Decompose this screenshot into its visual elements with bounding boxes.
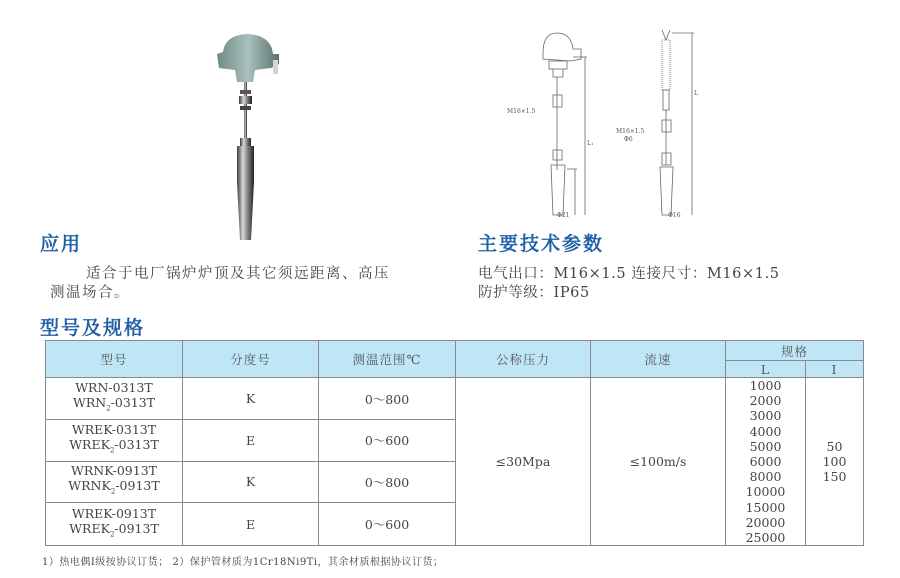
model-cell: WREK-0313T $WREK_2-0313T$ [46,420,183,461]
application-text: 适合于电厂锅炉炉顶及其它须远距离、高压 测温场合。 [50,266,390,301]
flow-cell: ≤100m/s [591,378,726,546]
model-cell: WRN-0313T $WRN_2-0313T$ [46,378,183,420]
header-spec-I: I [806,361,864,378]
protection-level: 防护等级：IP65 [478,285,590,301]
header-model: 型号 [46,341,183,378]
header-spec: 规格 [726,341,864,361]
tech-params-text [478,265,780,303]
range-cell: 0～800 [319,461,456,502]
technical-drawing-wire [612,25,712,220]
range-cell: 0～800 [319,378,456,420]
header-range: 测温范围℃ [319,341,456,378]
range-cell: 0～600 [319,502,456,545]
header-flow: 流速 [591,341,726,378]
L-values-cell: 1000 2000 3000 4000 5000 6000 8000 10000 15000 20000 25000 [726,378,806,546]
spec-table [45,340,864,546]
I-values-cell: 50 100 150 [806,378,864,546]
svg-text:M16×1.5: M16×1.5 [616,128,645,135]
svg-text:Φ21: Φ21 [557,212,570,219]
svg-text:L: L [694,90,698,97]
svg-text:Φ16: Φ16 [668,212,681,219]
graduation-cell: E [183,420,319,461]
table-row [46,378,864,420]
pressure-cell: ≤30Mpa [456,378,591,546]
model-cell: WRNK-0913T $WRNK_2-0913T$ [46,461,183,502]
product-photo [195,30,305,245]
header-pressure: 公称压力 [456,341,591,378]
application-heading: 应用 [40,233,83,255]
range-cell: 0～600 [319,420,456,461]
technical-drawing-head [505,25,605,220]
svg-text:L₁: L₁ [587,140,594,147]
spec-heading: 型号及规格 [40,317,146,339]
footnote: 1）热电偶Ⅰ级按协议订货； 2）保护管材质为1Cr18Ni9Ti，其余材质根据协议订货； [42,557,444,568]
electrical-outlet: 电气出口：M16×1.5 连接尺寸：M16×1.5 [478,266,780,282]
model-cell: WREK-0913T $WREK_2-0913T$ [46,502,183,545]
header-graduation: 分度号 [183,341,319,378]
graduation-cell: K [183,378,319,420]
svg-text:Φ6: Φ6 [624,136,633,143]
graduation-cell: E [183,502,319,545]
thread-label-left: M16×1.5 [507,108,536,115]
header-spec-L: L [726,361,806,378]
graduation-cell: K [183,461,319,502]
tech-params-heading: 主要技术参数 [478,233,605,255]
